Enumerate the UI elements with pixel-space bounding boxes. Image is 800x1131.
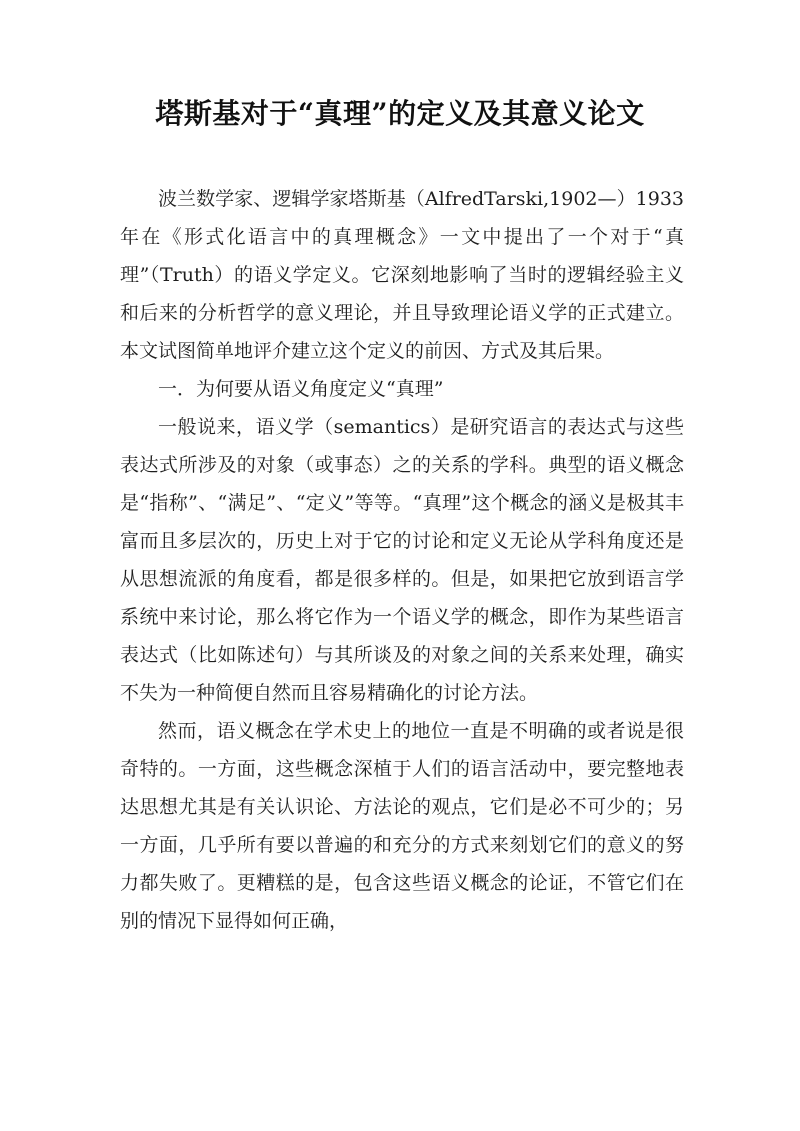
section-heading: 一．为何要从语义角度定义“真理” [158,378,444,400]
paragraph-intro: 波兰数学家、逻辑学家塔斯基（AlfredTarski,1902—）1933年在《形式化语言中的真理概念》一文中提出了一个对于“真理”（Truth）的语义学定义。它深刻地影响了当时的逻辑经验主义和后来的分析哲学的意义理论，并且导致理论语义学的正式建立。本文试图简单地评介建立这个定义的前因、方式及其后果。 [120,188,684,362]
document-body [120,180,684,940]
paragraph-semantics: 一般说来，语义学（semantics）是研究语言的表达式与这些表达式所涉及的对象（或事态）之的关系的学科。典型的语义概念是“指称”、“满足”、“定义”等等。“真理”这个概念的涵义是极其丰富而且多层次的，历史上对于它的讨论和定义无论从学科角度还是从思想流派的角度看，都是很多样的。但是，如果把它放到语言学系统中来讨论，那么将它作为一个语义学的概念，即作为某些语言表达式（比如陈述句）与其所谈及的对象之间的关系来处理，确实不失为一种简便自然而且容易精确化的讨论方法。 [120,416,684,704]
paragraph-however: 然而，语义概念在学术史上的地位一直是不明确的或者说是很奇特的。一方面，这些概念深植于人们的语言活动中，要完整地表达思想尤其是有关认识论、方法论的观点，它们是必不可少的；另一方面，几乎所有要以普遍的和充分的方式来刻划它们的意义的努力都失败了。更糟糕的是，包含这些语义概念的论证，不管它们在别的情况下显得如何正确， [120,720,684,932]
document-title: 塔斯基对于“真理”的定义及其意义论文 [155,97,645,130]
